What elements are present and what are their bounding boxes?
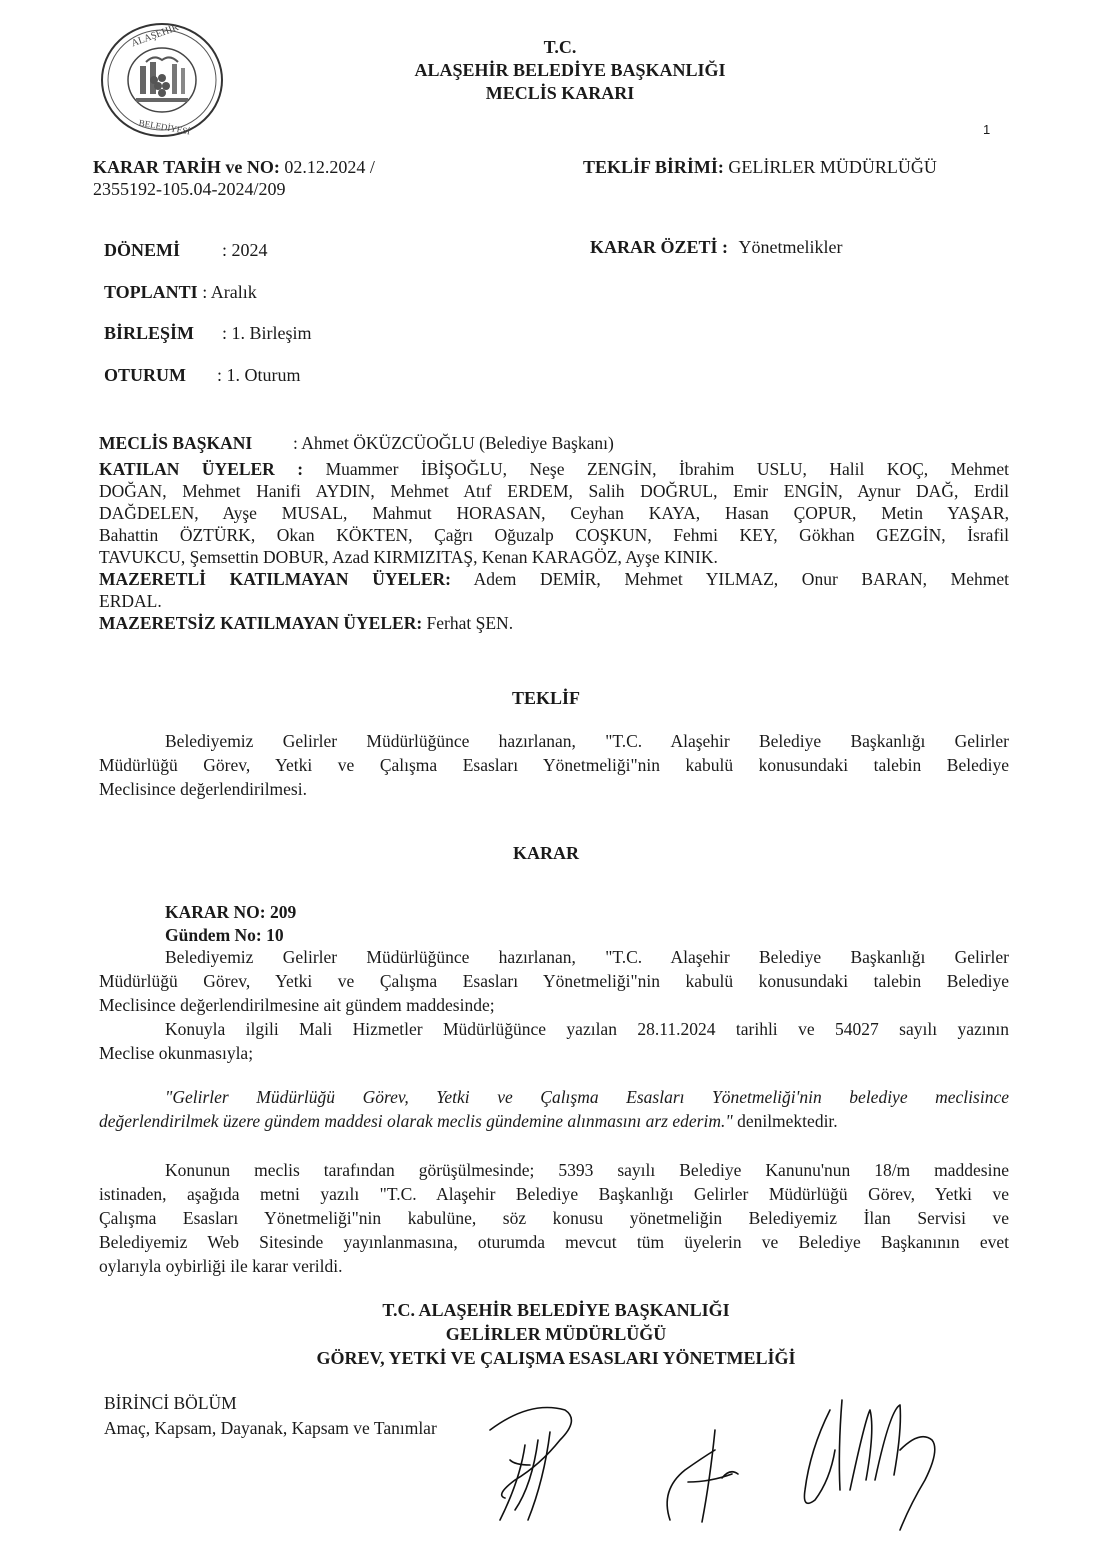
karar-ozeti-label: KARAR ÖZETİ :: [590, 237, 729, 257]
katilan-label: KATILAN ÜYELER :: [99, 459, 304, 479]
oturum-label: OTURUM: [104, 365, 186, 385]
mazeretsiz-row: [99, 613, 1009, 635]
quote-line: değerlendirilmek üzere gündem maddesi olarak meclis gündemine alınmasını arz ederim.": [99, 1111, 733, 1131]
karar-tarih-no: [93, 156, 513, 200]
karar-heading: KARAR: [513, 843, 579, 863]
karar-line: Belediyemiz Gelirler Müdürlüğünce hazırlanan, "T.C. Alaşehir Belediye Başkanlığı Gelirler: [165, 947, 1009, 967]
teklif-birimi-value: GELİRLER MÜDÜRLÜĞÜ: [728, 157, 937, 177]
teklif-body: [99, 731, 1009, 803]
baskan-value: : Ahmet ÖKÜZCÜOĞLU (Belediye Başkanı): [293, 433, 614, 453]
mazeretli-label: MAZERETLİ KATILMAYAN ÜYELER:: [99, 569, 451, 589]
oturum-row: [104, 364, 301, 386]
baskan-label: MECLİS BAŞKANI: [99, 433, 253, 453]
karar-quote: [99, 1087, 1009, 1135]
header-decision-type: MECLİS KARARI: [485, 83, 635, 103]
teklif-birimi: [583, 156, 1013, 178]
seal-emblem-icon: [96, 20, 232, 138]
svg-text:BELEDİYESİ: BELEDİYESİ: [138, 117, 191, 137]
mazeretsiz-value: Ferhat ŞEN.: [426, 613, 514, 633]
resolution-line: Belediyemiz Web Sitesinde yayınlanmasına, oturumda mevcut tüm üyelerin ve Belediye Başkanının evet: [99, 1232, 1009, 1252]
donemi-value: : 2024: [222, 240, 268, 260]
page-number: 1: [983, 122, 991, 137]
karar-ozeti-value: Yönetmelikler: [738, 237, 843, 257]
quote-tail: denilmektedir.: [737, 1111, 838, 1131]
header-municipality: ALAŞEHİR BELEDİYE BAŞKANLIĞI: [414, 60, 726, 80]
teklif-line: Müdürlüğü Görev, Yetki ve Çalışma Esasları Yönetmeliği"nin kabulü konusundaki talebin Belediye: [99, 755, 1009, 775]
regulation-title-2: GELİRLER MÜDÜRLÜĞÜ: [445, 1324, 667, 1344]
katilan-line: Muammer İBİŞOĞLU, Neşe ZENGİN, İbrahim USLU, Halil KOÇ, Mehmet: [325, 459, 1009, 479]
toplanti-value: : Aralık: [202, 282, 257, 302]
katilan-row-3: DAĞDELEN, Ayşe MUSAL, Mahmut HORASAN, Ceyhan KAYA, Hasan ÇOPUR, Metin YAŞAR,: [99, 503, 1009, 523]
regulation-title-3: GÖREV, YETKİ VE ÇALIŞMA ESASLARI YÖNETMELİĞİ: [316, 1348, 796, 1368]
katilan-row-4: Bahattin ÖZTÜRK, Okan KÖKTEN, Çağrı Oğuzalp COŞKUN, Fehmi KEY, Gökhan GEZGİN, İsrafil: [99, 525, 1009, 545]
section-heading: BİRİNCİ BÖLÜM: [104, 1393, 237, 1413]
karar-body: [99, 947, 1009, 1067]
mazeretsiz-label: MAZERETSİZ KATILMAYAN ÜYELER:: [99, 613, 423, 633]
oturum-value: : 1. Oturum: [217, 365, 301, 385]
teklif-line: Belediyemiz Gelirler Müdürlüğünce hazırlanan, "T.C. Alaşehir Belediye Başkanlığı Gelirler: [165, 731, 1009, 751]
teklif-birimi-label: TEKLİF BİRİMİ:: [583, 157, 724, 177]
katilan-row-2: DOĞAN, Mehmet Hanifi AYDIN, Mehmet Atıf ERDEM, Salih DOĞRUL, Emir ENGİN, Aynur DAĞ, Erdil: [99, 481, 1009, 501]
mazeretli-value: Adem DEMİR, Mehmet YILMAZ, Onur BARAN, Mehmet: [473, 569, 1009, 589]
signature-1-icon: [490, 1408, 571, 1521]
gundem-no: Gündem No: 10: [165, 925, 284, 945]
mazeretli-row: [99, 569, 1009, 591]
signature-2-icon: [667, 1430, 738, 1522]
regulation-title-1: T.C. ALAŞEHİR BELEDİYE BAŞKANLIĞI: [382, 1300, 730, 1320]
header-tc: T.C.: [543, 37, 577, 57]
karar-ozeti: [590, 236, 842, 258]
teklif-line: Meclisince değerlendirilmesi.: [99, 779, 307, 799]
mazeretli-row-2: ERDAL.: [99, 591, 162, 611]
toplanti-row: [104, 281, 257, 303]
resolution-line: Konunun meclis tarafından görüşülmesinde; 5393 sayılı Belediye Kanunu'nun 18/m maddesine: [165, 1160, 1009, 1180]
signatures: [470, 1370, 950, 1554]
toplanti-label: TOPLANTI: [104, 282, 198, 302]
karar-tarih-value: 02.12.2024 /: [284, 157, 375, 177]
resolution-line: Çalışma Esasları Yönetmeliği"nin kabulüne, söz konusu yönetmeliğin Belediyemiz İlan Servisi ve: [99, 1208, 1009, 1228]
birlesim-row: [104, 322, 312, 344]
section-subheading: Amaç, Kapsam, Dayanak, Kapsam ve Tanımlar: [104, 1418, 437, 1438]
attendance-block: [99, 433, 1009, 635]
donemi-label: DÖNEMİ: [104, 240, 180, 260]
resolution-line: istinaden, aşağıda metni yazılı "T.C. Alaşehir Belediye Başkanlığı Gelirler Müdürlüğü Görev, Yetki ve: [99, 1184, 1009, 1204]
teklif-heading: TEKLİF: [511, 688, 581, 708]
birlesim-value: : 1. Birleşim: [222, 323, 312, 343]
donemi-row: [104, 239, 268, 261]
signature-3-icon: [804, 1400, 934, 1530]
karar-resolution: [99, 1160, 1009, 1280]
karar-no-value: 2355192-105.04-2024/209: [93, 179, 286, 199]
karar-line: Müdürlüğü Görev, Yetki ve Çalışma Esasları Yönetmeliği"nin kabulü konusundaki talebin Belediye: [99, 971, 1009, 991]
resolution-line: oylarıyla oybirliği ile karar verildi.: [99, 1256, 343, 1276]
karar-no: KARAR NO: 209: [165, 902, 297, 922]
karar-line: Konuyla ilgili Mali Hizmetler Müdürlüğünce yazılan 28.11.2024 tarihli ve 54027 sayılı yazının: [165, 1019, 1009, 1039]
svg-text:ALAŞEHİR: ALAŞEHİR: [130, 22, 181, 50]
municipality-seal: [96, 20, 232, 138]
karar-line: Meclise okunmasıyla;: [99, 1043, 254, 1063]
katilan-row-5: TAVUKCU, Şemsettin DOBUR, Azad KIRMIZITAŞ, Kenan KARAGÖZ, Ayşe KINIK.: [99, 547, 718, 567]
katilan-row-1: [99, 459, 1009, 481]
karar-line: Meclisince değerlendirilmesine ait gündem maddesinde;: [99, 995, 495, 1015]
birlesim-label: BİRLEŞİM: [104, 323, 195, 343]
baskan-row: [99, 433, 1009, 459]
karar-tarih-label: KARAR TARİH ve NO:: [93, 157, 280, 177]
quote-line: "Gelirler Müdürlüğü Görev, Yetki ve Çalışma Esasları Yönetmeliği'nin belediye meclisince: [165, 1087, 1009, 1107]
